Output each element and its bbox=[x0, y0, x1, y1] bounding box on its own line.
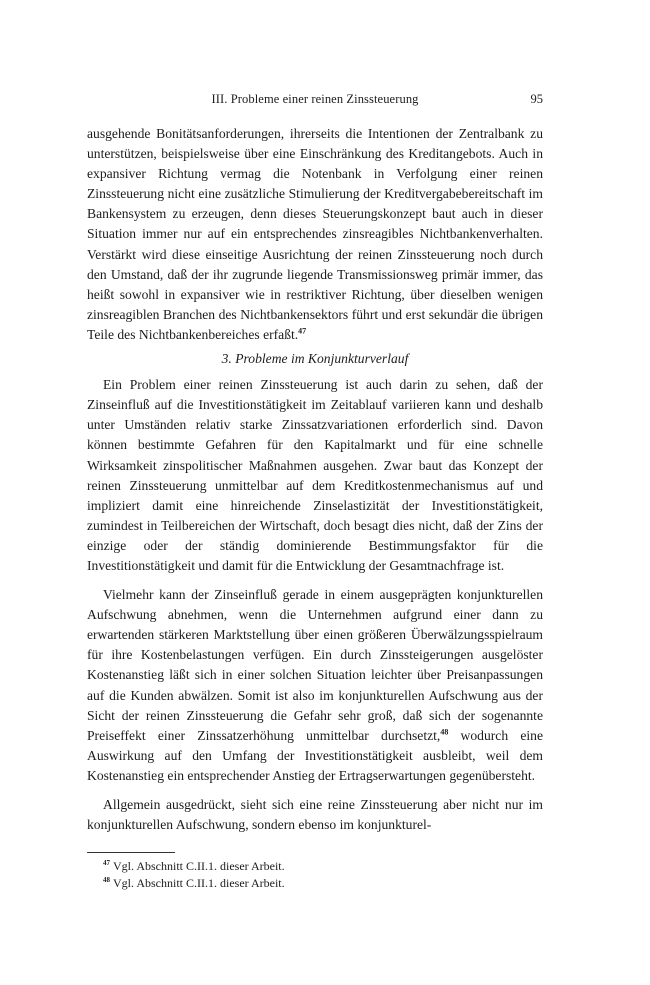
paragraph-3 bbox=[87, 585, 543, 786]
section-heading: 3. Probleme im Konjunkturverlauf bbox=[221, 351, 409, 367]
footnote-rule bbox=[87, 852, 175, 853]
paragraph-2: Ein Problem einer reinen Zinssteuerung ist auch darin zu sehen, daß der Zinseinfluß auf die Investitionstätigkeit im Zeitablauf variieren kann und deshalb unter Umständen relativ starke Zinssatzvariationen erforderlich sind. Davon können bestimmte Gefahren für den Kapitalmarkt und für eine schnelle Wirksamkeit zinspolitischer Maßnahmen ausgehen. Zwar baut das Konzept der reinen Zinssteuerung unmittelbar auf dem Kreditkostenmechanismus auf und impliziert damit eine hinreichende Zinselastizität der Investitionstätigkeit, zumindest in Teilbereichen der Wirtschaft, doch besagt dies nicht, daß der Zins der einzige oder der ständig dominierende Bestimmungsfaktor für die Investitionstätigkeit und damit für die Entwicklung der Gesamtnachfrage ist. bbox=[87, 377, 543, 573]
footnote-ref-47: 47 bbox=[298, 326, 307, 336]
footnotes bbox=[87, 858, 543, 892]
running-head: III. Probleme einer reinen Zinssteuerung bbox=[211, 92, 419, 106]
page-header bbox=[87, 92, 543, 110]
body-text bbox=[87, 124, 543, 835]
footnote-47 bbox=[87, 858, 543, 875]
paragraph-3-text-before: Vielmehr kann der Zinseinfluß gerade in einem ausgeprägten konjunkturellen Aufschwung abnehmen, wenn die Unternehmen aufgrund einer dann zu erwartenden stärkeren Marktstellung über einen größeren Überwälzungsspielraum für ihre Kostenbelastungen verfügen. Ein durch Zinssteigerungen ausgelöster Kostenanstieg läßt sich in einer solchen Situation leichter über Preisanpassungen auf die Kunden abwälzen. Somit ist also im konjunkturellen Aufschwung aus der Sicht der reinen Zinssteuerung die Gefahr sehr groß, daß sich der sogenannte Preiseffekt einer Zinssatzerhöhung unmittelbar durchsetzt, bbox=[87, 587, 543, 743]
footnote-number: 48 bbox=[103, 876, 110, 884]
footnote-ref-48: 48 bbox=[440, 727, 449, 737]
paragraph-1 bbox=[87, 124, 543, 345]
footnote-number: 47 bbox=[103, 859, 110, 867]
footnote-text: Vgl. Abschnitt C.II.1. dieser Arbeit. bbox=[113, 859, 285, 873]
footnote-text: Vgl. Abschnitt C.II.1. dieser Arbeit. bbox=[113, 876, 285, 890]
footnote-48 bbox=[87, 875, 543, 892]
paragraph-3-text-after: wodurch eine Auswirkung auf den Umfang der Investitionstätigkeit ausbleibt, weil dem Kostenanstieg ein entsprechender Anstieg der Ertragserwartungen gegenübersteht. bbox=[87, 727, 543, 783]
page-number: 95 bbox=[530, 92, 543, 106]
paragraph-4: Allgemein ausgedrückt, sieht sich eine reine Zinssteuerung aber nicht nur im konjunkturellen Aufschwung, sondern ebenso im konjunkturel- bbox=[87, 797, 543, 833]
paragraph-1-text: ausgehende Bonitätsanforderungen, ihrerseits die Intentionen der Zentralbank zu unterstützen, beispielsweise über eine Einschränkung des Kreditangebots. Auch in expansiver Richtung vermag die Notenbank in Verfolgung einer reinen Zinssteuerung nicht eine zusätzliche Stimulierung der Kreditvergabebereitschaft im Bankensystem zu erzeugen, denn dieses Steuerungskonzept baut auch in dieser Situation immer nur auf ein entsprechendes zinsreagibles Nichtbankenverhalten. Verstärkt wird diese einseitige Ausrichtung der reinen Zinssteuerung noch durch den Umstand, daß der ihr zugrunde liegende Transmissionsweg primär immer, das heißt sowohl in expansiver wie in restriktiver Richtung, über dieselben wenigen zinsreagiblen Branchen des Nichtbankensektors führt und erst sekundär die übrigen Teile des Nichtbankenbereiches erfaßt. bbox=[87, 126, 543, 342]
